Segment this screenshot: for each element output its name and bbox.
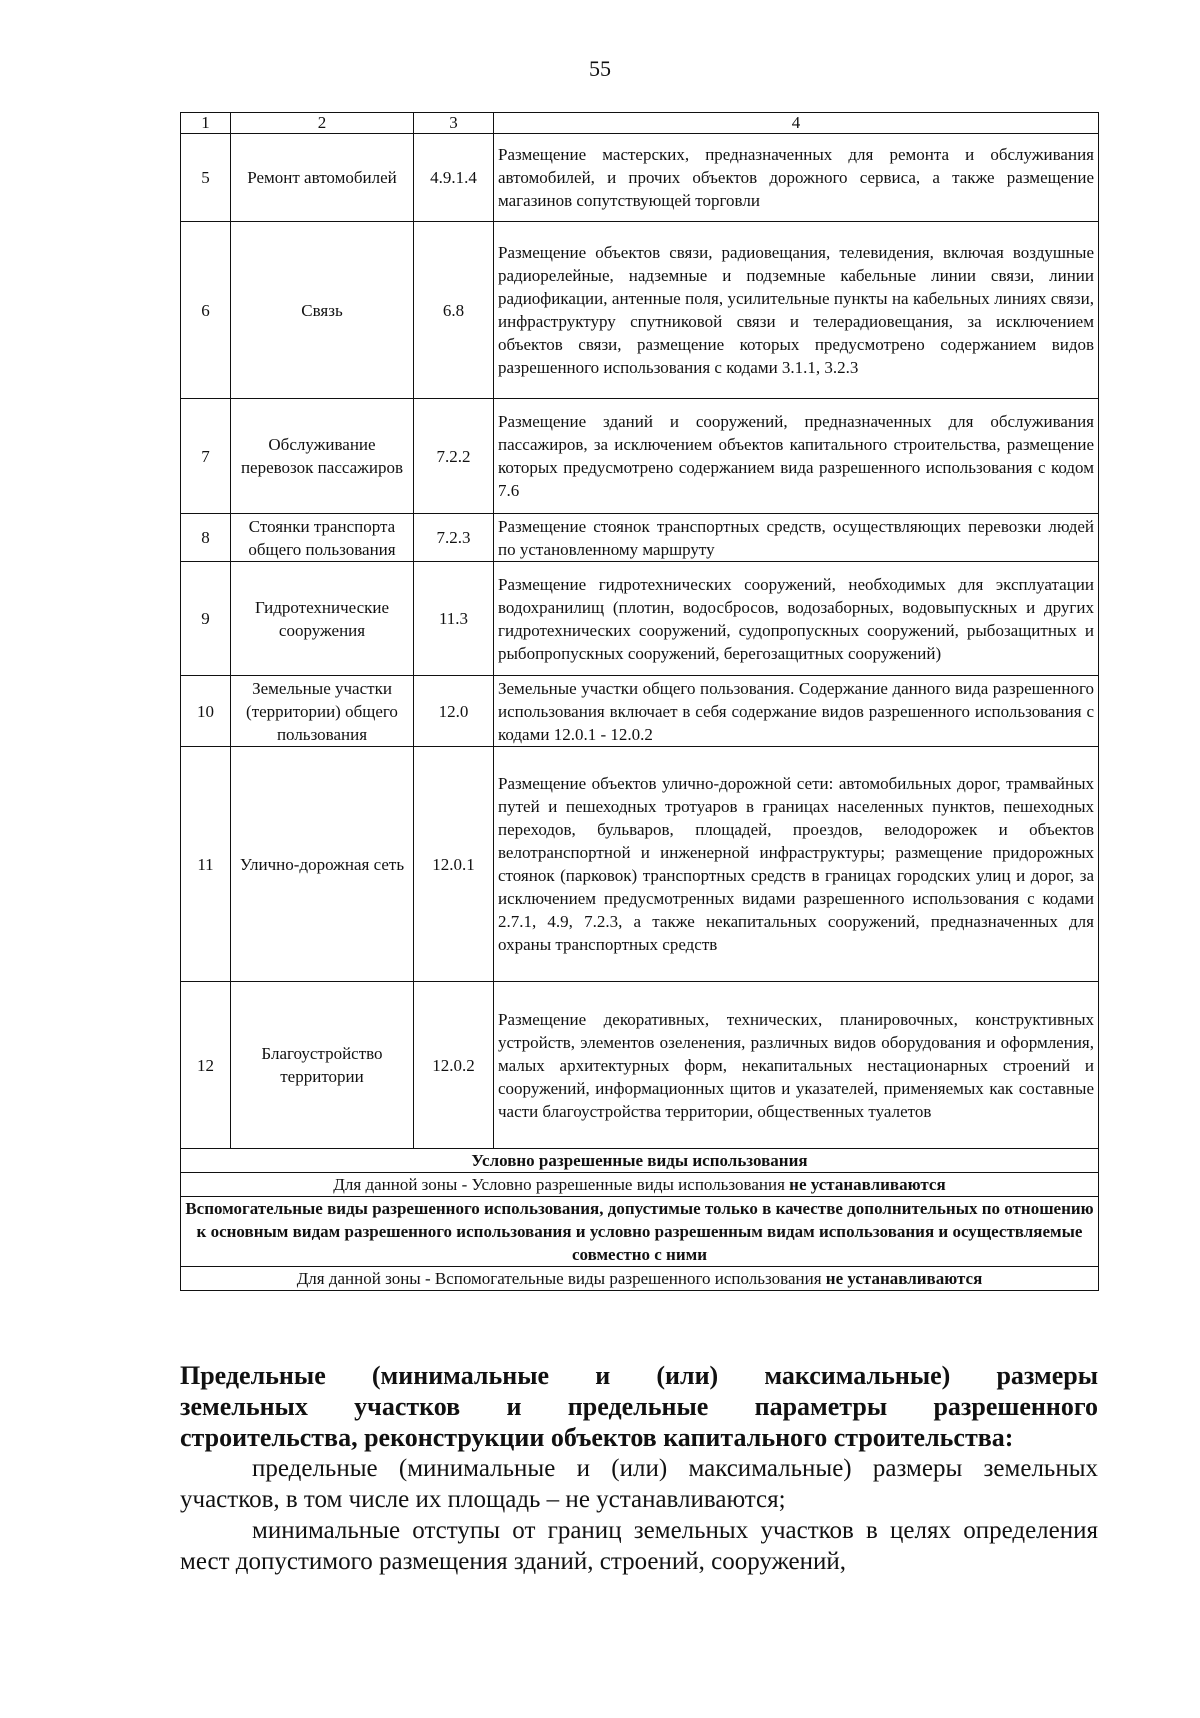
conditional-uses-header: Условно разрешенные виды использования (181, 1149, 1099, 1173)
note-text: Для данной зоны - Условно разрешенные виды использования (333, 1175, 790, 1194)
row-number: 5 (181, 134, 231, 222)
auxiliary-uses-note (181, 1267, 1099, 1291)
section-title-line: строительства, реконструкции объектов капитального строительства: (180, 1423, 1014, 1452)
row-number: 11 (181, 747, 231, 982)
use-type-name: Стоянки транспорта общего пользования (231, 514, 414, 562)
use-type-name: Связь (231, 222, 414, 399)
row-number: 10 (181, 676, 231, 747)
use-type-description: Размещение зданий и сооружений, предназначенных для обслуживания пассажиров, за исключением объектов капитального строительства, размещение которых предусмотрено содержанием вида разрешенного использования с кодом 7.6 (494, 399, 1099, 514)
table-row (181, 982, 1099, 1149)
use-type-name: Обслуживание перевозок пассажиров (231, 399, 414, 514)
section-title-line: земельных участков и предельные параметры разрешенного (180, 1392, 1098, 1421)
land-use-table (180, 112, 1099, 1291)
row-number: 7 (181, 399, 231, 514)
use-type-name: Земельные участки (территории) общего пользования (231, 676, 414, 747)
note-emphasis: не устанавливаются (789, 1175, 946, 1194)
table-row (181, 514, 1099, 562)
table-row (181, 676, 1099, 747)
use-type-description: Земельные участки общего пользования. Содержание данного вида разрешенного использования включает в себя содержание видов разрешенного использования с кодами 12.0.1 - 12.0.2 (494, 676, 1099, 747)
conditional-uses-note-row (181, 1173, 1099, 1197)
row-number: 9 (181, 562, 231, 676)
column-number: 2 (231, 113, 414, 134)
table-row (181, 222, 1099, 399)
note-text: Для данной зоны - Вспомогательные виды разрешенного использования (296, 1269, 826, 1288)
use-type-code: 12.0.2 (414, 982, 494, 1149)
use-type-name: Гидротехнические сооружения (231, 562, 414, 676)
page-number: 55 (589, 56, 611, 81)
row-number: 12 (181, 982, 231, 1149)
note-emphasis: не устанавливаются (825, 1269, 983, 1288)
conditional-uses-note (181, 1173, 1099, 1197)
use-type-code: 11.3 (414, 562, 494, 676)
use-type-name: Благоустройство территории (231, 982, 414, 1149)
use-type-code: 12.0 (414, 676, 494, 747)
paragraph: минимальные отступы от границ земельных участков в целях определения мест допустимого размещения зданий, строений, сооружений, (180, 1517, 1098, 1575)
row-number: 6 (181, 222, 231, 399)
auxiliary-uses-header-row (181, 1197, 1099, 1267)
use-type-description: Размещение мастерских, предназначенных для ремонта и обслуживания автомобилей, и прочих объектов дорожного сервиса, а также размещение магазинов сопутствующей торговли (494, 134, 1099, 222)
use-type-code: 6.8 (414, 222, 494, 399)
auxiliary-uses-header: Вспомогательные виды разрешенного использования, допустимые только в качестве дополнительных по отношению к основным видам разрешенного использования и условно разрешенным видам использования и осуществляемые совместно с ними (181, 1197, 1099, 1267)
paragraph: предельные (минимальные и (или) максимальные) размеры земельных участков, в том числе их площадь – не устанавливаются; (180, 1455, 1098, 1513)
row-number: 8 (181, 514, 231, 562)
use-type-code: 12.0.1 (414, 747, 494, 982)
section-title-line: Предельные (минимальные и (или) максимальные) размеры (180, 1361, 1098, 1390)
use-type-description: Размещение гидротехнических сооружений, необходимых для эксплуатации водохранилищ (плотин, водосбросов, водозаборных, водовыпускных и других гидротехнических сооружений, судопропускных сооружений, рыбозащитных и рыбопропускных сооружений, берегозащитных сооружений) (494, 562, 1099, 676)
column-number-row (181, 113, 1099, 134)
table-row (181, 399, 1099, 514)
table-row (181, 134, 1099, 222)
use-type-description: Размещение объектов связи, радиовещания, телевидения, включая воздушные радиорелейные, надземные и подземные кабельные линии связи, линии радиофикации, антенные поля, усилительные пункты на кабельных линиях связи, инфраструктуру спутниковой связи и телерадиовещания, за исключением объектов связи, размещение которых предусмотрено содержанием видов разрешенного использования с кодами 3.1.1, 3.2.3 (494, 222, 1099, 399)
column-number: 3 (414, 113, 494, 134)
limit-parameters-section (180, 1360, 1098, 1577)
conditional-uses-header-row (181, 1149, 1099, 1173)
use-type-code: 4.9.1.4 (414, 134, 494, 222)
use-type-name: Улично-дорожная сеть (231, 747, 414, 982)
column-number: 1 (181, 113, 231, 134)
use-type-description: Размещение объектов улично-дорожной сети: автомобильных дорог, трамвайных путей и пешеходных тротуаров в границах населенных пунктов, пешеходных переходов, бульваров, площадей, проездов, велодорожек и объектов велотранспортной и инженерной инфраструктуры; размещение придорожных стоянок (парковок) транспортных средств в границах городских улиц и дорог, за исключением предусмотренных видами разрешенного использования с кодами 2.7.1, 4.9, 7.2.3, а также некапитальных сооружений, предназначенных для охраны транспортных средств (494, 747, 1099, 982)
column-number: 4 (494, 113, 1099, 134)
table-row (181, 562, 1099, 676)
use-type-code: 7.2.2 (414, 399, 494, 514)
use-type-code: 7.2.3 (414, 514, 494, 562)
auxiliary-uses-note-row (181, 1267, 1099, 1291)
use-type-description: Размещение декоративных, технических, планировочных, конструктивных устройств, элементов озеленения, различных видов оборудования и оформления, малых архитектурных форм, некапитальных нестационарных строений и сооружений, информационных щитов и указателей, применяемых как составные части благоустройства территории, общественных туалетов (494, 982, 1099, 1149)
table-row (181, 747, 1099, 982)
use-type-description: Размещение стоянок транспортных средств, осуществляющих перевозки людей по установленному маршруту (494, 514, 1099, 562)
use-type-name: Ремонт автомобилей (231, 134, 414, 222)
